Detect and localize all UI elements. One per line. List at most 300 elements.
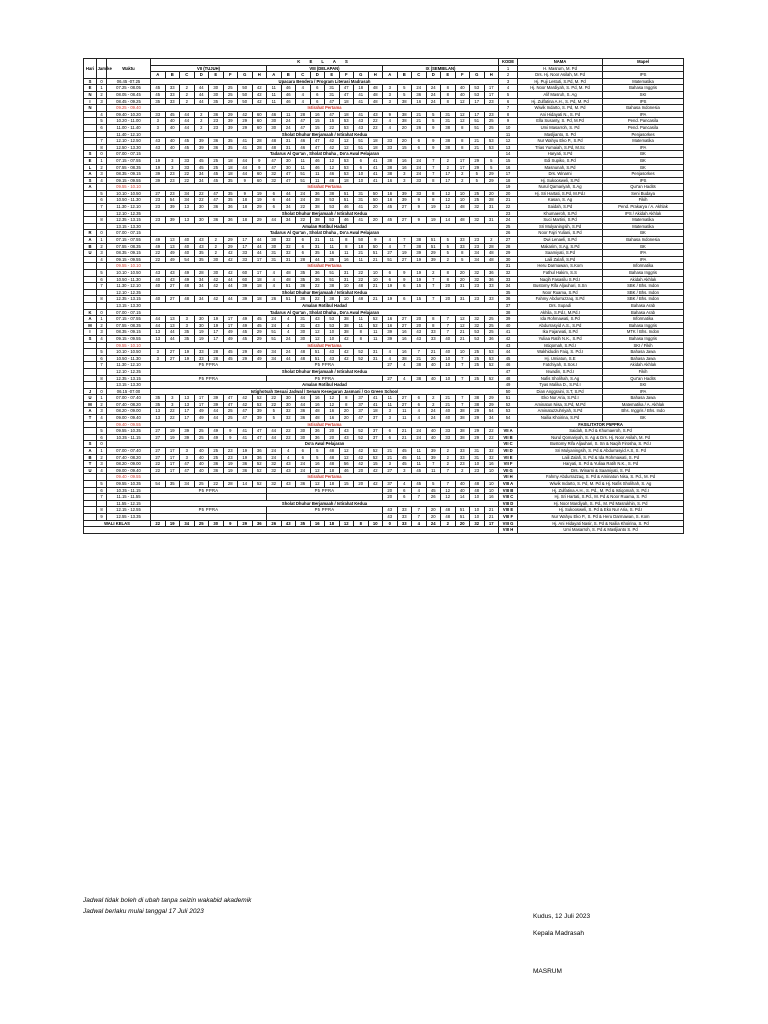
waktu-cell: 07.55 - 08.35	[107, 243, 151, 250]
teacher-code-cell: 33	[194, 349, 209, 356]
teacher-code-cell: 38	[397, 118, 412, 125]
waktu-cell: 07.25 - 08.05	[107, 85, 151, 92]
mapel-header: Mapel	[603, 59, 684, 66]
teacher-code-cell: 43	[165, 276, 180, 283]
day-letter: A	[84, 448, 97, 455]
day-letter	[84, 428, 97, 435]
waktu-cell: 07.00 - 07.40	[107, 395, 151, 402]
teacher-subject: IPA	[603, 144, 684, 151]
jam-cell	[97, 223, 107, 230]
teacher-code-cell: 25	[470, 349, 485, 356]
teacher-code-cell: 24	[412, 171, 427, 178]
teacher-code-cell: 9	[368, 237, 383, 244]
teacher-code-cell: 45	[426, 487, 441, 494]
teacher-code-cell: 47	[223, 395, 238, 402]
day-letter	[84, 355, 97, 362]
teacher-code-cell: 24	[267, 448, 282, 455]
teacher-code-cell: 5	[310, 448, 325, 455]
teacher-code-cell: 9	[397, 270, 412, 277]
day-letter	[84, 263, 97, 270]
teacher-code-cell: 3	[397, 177, 412, 184]
teacher-code-cell: 38	[383, 171, 398, 178]
teacher-code-cell: 34	[180, 481, 195, 488]
teacher-code-cell: 33	[180, 157, 195, 164]
teacher-code-cell: 33	[441, 428, 456, 435]
teacher-code-cell: 8	[339, 401, 354, 408]
teacher-code-cell: 27	[151, 448, 166, 455]
teacher-code-cell: 19	[151, 157, 166, 164]
teacher-code-cell: 17	[238, 243, 253, 250]
teacher-code-cell: 19	[151, 164, 166, 171]
day-letter: S	[84, 441, 97, 448]
teacher-code-cell: 11	[281, 111, 296, 118]
teacher-code-cell: 53	[339, 124, 354, 131]
teacher-code-cell: 39	[194, 144, 209, 151]
teacher-code-cell: 38	[470, 401, 485, 408]
teacher-code-cell: 42	[354, 461, 369, 468]
teacher-code-cell: 3	[383, 408, 398, 415]
teacher-code-cell: 13	[151, 335, 166, 342]
teacher-code-cell: 31	[354, 190, 369, 197]
teacher-code: 30	[499, 256, 518, 263]
teacher-code-cell: 38	[412, 237, 427, 244]
teacher-code-cell: 30	[194, 322, 209, 329]
teacher-code-cell: 25	[194, 428, 209, 435]
teacher-code-cell: 32	[267, 481, 282, 488]
waktu-cell: 11.40 - 12.10	[107, 131, 151, 138]
teacher-code-cell: 8	[441, 270, 456, 277]
teacher-code-cell: 44	[194, 91, 209, 98]
teacher-code-cell: 11	[354, 256, 369, 263]
teacher-code-cell: 3	[151, 349, 166, 356]
jam-cell: 8	[97, 375, 107, 382]
teacher-code-cell: 23	[455, 461, 470, 468]
day-letter	[84, 204, 97, 211]
class-letter: A	[383, 72, 398, 79]
teacher-name: Wiwik Indarto, S. Pd, M. Pd	[518, 105, 603, 112]
teacher-code-cell: 40	[426, 362, 441, 369]
teacher-code-cell: 16	[310, 461, 325, 468]
ppra-block-7: P5 PPRA	[151, 507, 267, 514]
day-letter	[84, 513, 97, 520]
teacher-code-cell: 12	[455, 316, 470, 323]
teacher-code-cell: 11	[383, 401, 398, 408]
teacher-code-cell: 38	[455, 434, 470, 441]
waktu-cell: 08.05 - 08.45	[107, 91, 151, 98]
teacher-code-cell: 2	[194, 124, 209, 131]
teacher-code: 21	[499, 197, 518, 204]
teacher-code-cell: 2	[209, 243, 224, 250]
fasilitator-names: Wiwik Indarto, S. Pd, M. Pd & Hj. Nafis Sholihah, S. Ag	[518, 481, 684, 488]
waktu-cell: 12.10 - 12.50	[107, 138, 151, 145]
teacher-code-cell: 40	[151, 276, 166, 283]
jam-cell: 8	[97, 507, 107, 514]
teacher-code-cell: 21	[455, 335, 470, 342]
teacher-code-cell: 45	[397, 454, 412, 461]
teacher-code-cell: 10	[470, 494, 485, 501]
teacher-code-cell: 30	[267, 243, 282, 250]
wali-code: 19	[165, 520, 180, 527]
teacher-code-cell: 7	[455, 362, 470, 369]
teacher-code-cell: 18	[354, 243, 369, 250]
teacher-code-cell: 49	[194, 408, 209, 415]
schedule-event: Sholat Dhuhur Berjamaah / Istirahat Kedua	[151, 131, 499, 138]
teacher-code-cell: 13	[180, 217, 195, 224]
teacher-code-cell: 12	[339, 454, 354, 461]
teacher-code-cell: 3	[383, 461, 398, 468]
teacher-name: Eko Nur Aria, S.Pd.I	[518, 395, 603, 402]
teacher-code-cell: 38	[397, 98, 412, 105]
waktu-cell: 06.45 -07.25	[107, 78, 151, 85]
teacher-code-cell: 30	[296, 335, 311, 342]
day-letter	[84, 131, 97, 138]
waktu-cell: 09.15 - 09.55	[107, 177, 151, 184]
day-letter	[84, 500, 97, 507]
teacher-code: 26	[499, 230, 518, 237]
teacher-code: 43	[499, 342, 518, 349]
teacher-code-cell: 40	[441, 415, 456, 422]
teacher-code-cell: 39	[180, 428, 195, 435]
teacher-name: Makarim, S.Ag, S.Pd	[518, 243, 603, 250]
waktu-cell: 11.15 - 11.55	[107, 494, 151, 501]
teacher-code-cell: 21	[484, 513, 499, 520]
jam-cell: 1	[97, 316, 107, 323]
teacher-code: 40	[499, 322, 518, 329]
wali-code: 33	[397, 520, 412, 527]
teacher-code-cell: 9	[238, 177, 253, 184]
teacher-code-cell: 28	[252, 144, 267, 151]
teacher-subject: Bahasa Arab	[603, 302, 684, 309]
class-letter: D	[426, 72, 441, 79]
teacher-code-cell: 34	[194, 296, 209, 303]
day-letter	[84, 283, 97, 290]
teacher-code-cell: 7	[412, 513, 427, 520]
teacher-code-cell: 29	[223, 98, 238, 105]
teacher-code-cell: 28	[484, 197, 499, 204]
jam-cell: 7	[97, 362, 107, 369]
teacher-code-cell: 48	[354, 296, 369, 303]
teacher-code-cell: 7	[412, 494, 427, 501]
teacher-code-cell: 6	[296, 243, 311, 250]
teacher-code-cell: 38	[441, 144, 456, 151]
teacher-code-cell: 11	[412, 454, 427, 461]
teacher-subject: Pend. Prakarya / A. Akhlak	[603, 204, 684, 211]
teacher-code-cell: 39	[426, 256, 441, 263]
teacher-code-cell: 8	[426, 190, 441, 197]
teacher-code-cell: 4	[397, 481, 412, 488]
teacher-code-cell: 38	[455, 408, 470, 415]
teacher-name: Hj. Sukoosweli, S.Pd	[518, 177, 603, 184]
day-letter	[84, 349, 97, 356]
teacher-code-cell: 17	[441, 171, 456, 178]
teacher-code-cell: 20	[383, 494, 398, 501]
teacher-name: Trias Yumaiah, S.Pd, M.Sc	[518, 144, 603, 151]
teacher-code-cell: 41	[238, 138, 253, 145]
teacher-code-cell: 7	[441, 322, 456, 329]
teacher-code-cell: 16	[397, 157, 412, 164]
teacher-code-cell: 17	[180, 408, 195, 415]
teacher-code-cell: 8	[441, 276, 456, 283]
waktu-cell: 09.55 - 10.10	[107, 263, 151, 270]
teacher-code-cell: 22	[368, 118, 383, 125]
teacher-name: Ani Hidayati N., S. Pd	[518, 111, 603, 118]
teacher-code-cell: 53	[325, 322, 340, 329]
teacher-code-cell: 30	[209, 256, 224, 263]
wali-code: 36	[252, 520, 267, 527]
teacher-code-cell: 31	[325, 91, 340, 98]
teacher-code-cell: 36	[252, 454, 267, 461]
teacher-code-cell: 39	[383, 335, 398, 342]
teacher-code-cell: 44	[238, 157, 253, 164]
teacher-code-cell: 28	[252, 138, 267, 145]
teacher-code-cell: 53	[325, 197, 340, 204]
teacher-code-cell: 7	[397, 237, 412, 244]
teacher-code-cell: 43	[354, 124, 369, 131]
teacher-code-cell: 17	[223, 322, 238, 329]
teacher-code-cell: 6	[267, 204, 282, 211]
teacher-name: Saidah, S.Pd	[518, 204, 603, 211]
teacher-code-cell: 21	[383, 448, 398, 455]
day-letter	[84, 487, 97, 494]
teacher-code-cell: 49	[209, 428, 224, 435]
teacher-code-cell: 47	[296, 124, 311, 131]
teacher-name: Hj. Sri Hartati, S.Pd, M.Pd.I	[518, 190, 603, 197]
teacher-code-cell: 52	[354, 349, 369, 356]
teacher-code-cell: 27	[151, 454, 166, 461]
teacher-code-cell: 5	[470, 171, 485, 178]
teacher-code-cell: 5	[426, 118, 441, 125]
waktu-cell: 08.35 - 09.15	[107, 250, 151, 257]
teacher-code-cell: 17	[165, 461, 180, 468]
teacher-code-cell: 19	[165, 434, 180, 441]
teacher-code-cell: 23	[470, 467, 485, 474]
teacher-code: 42	[499, 335, 518, 342]
teacher-code-cell: 2	[441, 256, 456, 263]
teacher-code-cell: 44	[194, 98, 209, 105]
teacher-subject: IPS	[603, 98, 684, 105]
teacher-code-cell: 16	[397, 329, 412, 336]
waktu-cell: 11.30 - 12.10	[107, 362, 151, 369]
teacher-code-cell: 29	[238, 349, 253, 356]
teacher-code-cell: 22	[151, 250, 166, 257]
teacher-code-cell: 16	[383, 190, 398, 197]
teacher-code-cell: 23	[223, 448, 238, 455]
teacher-subject: SKI / Fikih	[603, 342, 684, 349]
teacher-code-cell: 42	[368, 481, 383, 488]
waktu-cell: 07.00 - 07.15	[107, 151, 151, 158]
teacher-code-cell: 22	[165, 408, 180, 415]
teacher-code-cell: 22	[194, 197, 209, 204]
teacher-code-cell: 8	[426, 177, 441, 184]
class-letter: G	[470, 72, 485, 79]
teacher-code-cell: 5	[484, 164, 499, 171]
teacher-code-cell: 34	[180, 197, 195, 204]
teacher-code-cell: 2	[180, 98, 195, 105]
ppra-block-8: P5 PPRA	[267, 375, 383, 382]
teacher-code-cell: 35	[180, 335, 195, 342]
teacher-code-cell: 60	[252, 171, 267, 178]
schedule-event: Istirahat Pertama	[151, 263, 499, 270]
teacher-code-cell: 44	[151, 316, 166, 323]
teacher-code-cell: 2	[194, 118, 209, 125]
teacher-code-cell: 42	[238, 395, 253, 402]
teacher-code-cell: 8	[339, 395, 354, 402]
teacher-code-cell: 52	[252, 461, 267, 468]
teacher-name: Kasan, S. Ag	[518, 197, 603, 204]
teacher-code-cell: 48	[267, 144, 282, 151]
teacher-code-cell: 42	[325, 138, 340, 145]
teacher-code-cell: 11	[383, 395, 398, 402]
day-letter	[84, 494, 97, 501]
day-letter: A	[84, 171, 97, 178]
teacher-code-cell: 27	[397, 217, 412, 224]
teacher-code-cell: 18	[325, 481, 340, 488]
teacher-subject: IPS	[603, 177, 684, 184]
teacher-code-cell: 19	[383, 283, 398, 290]
day-letter	[84, 270, 97, 277]
teacher-code-cell: 15	[412, 296, 427, 303]
waktu-cell: 10.10 - 10.50	[107, 270, 151, 277]
teacher-code-cell: 8	[426, 316, 441, 323]
jam-cell: 4	[97, 177, 107, 184]
teacher-code-cell: 24	[412, 85, 427, 92]
teacher-code-cell: 36	[252, 448, 267, 455]
teacher-code-cell: 9	[426, 124, 441, 131]
day-letter: U	[84, 395, 97, 402]
teacher-code-cell: 43	[165, 270, 180, 277]
wali-code: 20	[455, 520, 470, 527]
teacher-code-cell: 18	[368, 408, 383, 415]
teacher-code-cell: 53	[339, 157, 354, 164]
teacher-code-cell: 30	[209, 91, 224, 98]
fasilitator-names: Drs. Winarni & Saamiyati, S. Pd	[518, 467, 684, 474]
teacher-code-cell: 48	[484, 256, 499, 263]
teacher-code-cell: 23	[470, 283, 485, 290]
teacher-code-cell: 23	[165, 190, 180, 197]
teacher-code-cell: 51	[296, 171, 311, 178]
teacher-name: Iswadin, S.Pd.I	[518, 368, 603, 375]
teacher-code-cell: 39	[223, 118, 238, 125]
teacher-code-cell: 43	[412, 329, 427, 336]
teacher-code-cell: 13	[180, 395, 195, 402]
fasilitator-names: Saidah, S.Pd & Khumaeroh, S.Pd	[518, 428, 684, 435]
teacher-code-cell: 18	[339, 177, 354, 184]
teacher-code-cell: 36	[223, 204, 238, 211]
teacher-code-cell: 22	[180, 177, 195, 184]
teacher-code-cell: 44	[281, 190, 296, 197]
teacher-code-cell: 31	[339, 276, 354, 283]
fasilitator-class: VII F	[499, 461, 518, 468]
teacher-subject: Akidah Akhlak	[603, 276, 684, 283]
teacher-code-cell: 39	[209, 401, 224, 408]
teacher-code: 52	[499, 401, 518, 408]
teacher-code-cell: 6	[383, 276, 398, 283]
teacher-code: 8	[499, 111, 518, 118]
waktu-cell: 12.35 - 13.15	[107, 296, 151, 303]
teacher-code-cell: 36	[310, 276, 325, 283]
waktu-cell: 09.15 - 09.55	[107, 256, 151, 263]
teacher-code-cell: 29	[484, 177, 499, 184]
teacher-code-cell: 32	[470, 322, 485, 329]
class-letter: G	[238, 72, 253, 79]
teacher-code-cell: 3	[151, 124, 166, 131]
teacher-code-cell: 41	[368, 395, 383, 402]
teacher-code-cell: 38	[412, 243, 427, 250]
teacher-code-cell: 42	[209, 296, 224, 303]
teacher-code-cell: 52	[484, 375, 499, 382]
teacher-code-cell: 30	[267, 124, 282, 131]
teacher-code-cell: 36	[484, 276, 499, 283]
teacher-code-cell: 49	[223, 329, 238, 336]
teacher-code-cell: 48	[267, 138, 282, 145]
teacher-code-cell: 45	[238, 335, 253, 342]
teacher-name: Dian Anggraini, S.T, S.Pd	[518, 388, 603, 395]
teacher-code-cell: 45	[194, 157, 209, 164]
teacher-code-cell: 29	[223, 237, 238, 244]
teacher-code-cell: 27	[383, 375, 398, 382]
teacher-code-cell: 42	[339, 355, 354, 362]
teacher-code-cell: 16	[383, 197, 398, 204]
teacher-code-cell: 3	[397, 467, 412, 474]
teacher-code-cell: 44	[310, 256, 325, 263]
day-letter: R	[84, 230, 97, 237]
teacher-code-cell: 40	[455, 481, 470, 488]
teacher-code-cell: 30	[209, 270, 224, 277]
teacher-code-cell: 7	[412, 507, 427, 514]
teacher-subject: Bahasa Jawa	[603, 395, 684, 402]
teacher-code-cell: 45	[383, 204, 398, 211]
teacher-code-cell: 34	[470, 250, 485, 257]
teacher-code-cell: 52	[252, 395, 267, 402]
teacher-code-cell: 17	[209, 335, 224, 342]
class-letter: F	[223, 72, 238, 79]
wali-kelas-label: WALI KELAS	[84, 520, 151, 527]
teacher-name: Hj. Puji Lestuti, S.Pd, M. Pd	[518, 78, 603, 85]
teacher-code-cell: 7	[426, 283, 441, 290]
teacher-code-cell: 22	[296, 204, 311, 211]
kelas-header: K E L A S	[151, 59, 499, 66]
teacher-code-cell: 36	[296, 481, 311, 488]
teacher-code-cell: 33	[455, 448, 470, 455]
teacher-code-cell: 10	[441, 375, 456, 382]
teacher-code-cell: 46	[281, 85, 296, 92]
wali-code: 29	[238, 520, 253, 527]
sign-role: Kepala Madrasah	[533, 930, 584, 937]
teacher-code-cell: 27	[397, 204, 412, 211]
note-line: Jadwal tidak boleh di ubah tanpa seizin wakabid akademik	[83, 897, 252, 904]
teacher-code-cell: 3	[180, 454, 195, 461]
day-letter	[84, 210, 97, 217]
schedule-event: Sholat Dhuhur Berjamaah / Istirahat Kedua	[151, 210, 499, 217]
waktu-cell: 07.15 - 07.55	[107, 316, 151, 323]
teacher-code-cell: 52	[484, 362, 499, 369]
teacher-subject: BK	[603, 164, 684, 171]
jam-cell: 5	[97, 190, 107, 197]
teacher-code-cell: 43	[151, 270, 166, 277]
teacher-code-cell: 20	[426, 513, 441, 520]
teacher-code-cell: 3	[383, 98, 398, 105]
teacher-code-cell: 19	[412, 276, 427, 283]
teacher-code-cell: 35	[151, 98, 166, 105]
teacher-name: Aminatun Nisa, S.Pd, M.Pd	[518, 401, 603, 408]
wali-code: 12	[339, 520, 354, 527]
teacher-code-cell: 49	[165, 250, 180, 257]
teacher-code-cell: 48	[180, 296, 195, 303]
teacher-code-cell: 10	[441, 362, 456, 369]
teacher-code-cell: 52	[368, 322, 383, 329]
teacher-code-cell: 17	[223, 316, 238, 323]
teacher-code-cell: 27	[165, 349, 180, 356]
